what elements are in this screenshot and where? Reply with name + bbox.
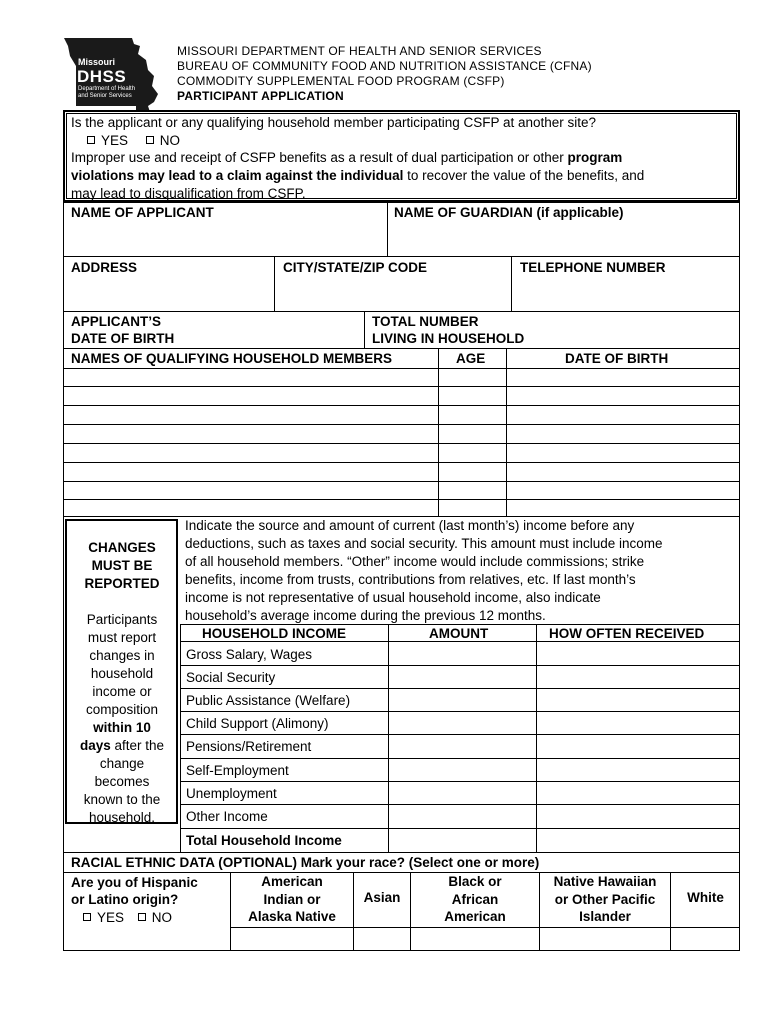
changes-title3: REPORTED: [84, 576, 160, 591]
changes-body-3: household: [90, 666, 154, 681]
changes-bold2: days: [79, 738, 111, 753]
changes-tail-0: change: [99, 756, 145, 771]
dual-question: Is the applicant or any qualifying household member participating CSFP at another site?: [71, 115, 597, 130]
member-row-7[interactable]: [63, 499, 740, 500]
members-col-names: NAMES OF QUALIFYING HOUSEHOLD MEMBERS: [71, 351, 393, 366]
changes-title2: MUST BE: [91, 558, 153, 573]
income-row-pensions: Pensions/Retirement: [186, 739, 312, 754]
hispanic-question-1: Are you of Hispanic: [71, 875, 198, 890]
form-title: PARTICIPANT APPLICATION: [177, 89, 344, 103]
race-native-hawaiian[interactable]: [540, 873, 670, 926]
race-white[interactable]: [671, 890, 740, 905]
income-row-other: Other Income: [186, 809, 268, 824]
amind-line2: Indian or: [263, 891, 321, 907]
amind-line3: Alaska Native: [248, 909, 336, 924]
name-of-guardian-label: NAME OF GUARDIAN (if applicable): [394, 205, 624, 220]
race-american-indian[interactable]: [231, 873, 353, 926]
hispanic-question-2: or Latino origin?: [71, 892, 179, 907]
members-col-age: AGE: [456, 351, 486, 366]
hispanic-options: [79, 909, 172, 926]
total-household-label1: TOTAL NUMBER: [372, 314, 479, 329]
hispanic-no-checkbox[interactable]: [138, 913, 146, 921]
income-row-gross: Gross Salary, Wages: [186, 647, 313, 662]
total-household-label2: LIVING IN HOUSEHOLD: [372, 331, 525, 346]
income-row-public-assistance: Public Assistance (Welfare): [186, 693, 351, 708]
instr-5: household’s average income during the previous 12 months.: [185, 608, 546, 623]
instr-3: benefits, income from trusts, contributions from relatives, etc. If last month’s: [185, 572, 636, 587]
dual-no-label: NO: [159, 133, 181, 148]
race-asian[interactable]: [354, 890, 410, 905]
white-label: White: [687, 890, 724, 905]
hispanic-yes-checkbox[interactable]: [83, 913, 91, 921]
warn1-bold: program: [567, 150, 623, 165]
dual-warning-line3: may lead to disqualification from CSFP.: [71, 186, 306, 201]
dual-warning-line2: [71, 167, 644, 184]
warn2-text: to recover the value of the benefits, and: [403, 168, 645, 183]
warn2-bold: violations may lead to a claim against the individual: [71, 168, 404, 183]
instr-1: deductions, such as taxes and social security. This amount must include income: [185, 536, 663, 551]
dual-yes-checkbox[interactable]: [87, 136, 95, 144]
header-line3: COMMODITY SUPPLEMENTAL FOOD PROGRAM (CSFP): [177, 74, 505, 88]
black-line3: American: [444, 909, 506, 924]
dual-no-checkbox[interactable]: [146, 136, 154, 144]
hawaiian-line2: or Other Pacific: [554, 891, 656, 907]
income-col-often: HOW OFTEN RECEIVED: [549, 626, 705, 641]
telephone-label: TELEPHONE NUMBER: [520, 260, 666, 275]
changes-bold2-line: [67, 737, 177, 755]
member-row-5[interactable]: [63, 462, 740, 463]
dual-options: [83, 132, 180, 149]
logo-line2: and Senior Services: [78, 93, 132, 99]
changes-tail-1: becomes: [94, 774, 150, 789]
dual-warning-line1: [71, 149, 622, 166]
applicant-dob-label2: DATE OF BIRTH: [71, 331, 175, 346]
household-members-table: [63, 348, 740, 517]
changes-tail-2: known to the: [83, 792, 161, 807]
race-title: RACIAL ETHNIC DATA (OPTIONAL) Mark your race? (Select one or more): [71, 855, 540, 870]
members-col-dob: DATE OF BIRTH: [565, 351, 669, 366]
header-line1: MISSOURI DEPARTMENT OF HEALTH AND SENIOR SERVICES: [177, 44, 542, 58]
changes-body-4: income or: [92, 684, 152, 699]
address-label: ADDRESS: [71, 260, 138, 275]
applicant-dob-label1: APPLICANT’S: [71, 314, 162, 329]
member-row-6[interactable]: [63, 481, 740, 482]
black-line1: Black or: [448, 874, 502, 889]
city-state-zip-label: CITY/STATE/ZIP CODE: [283, 260, 428, 275]
changes-tail-3: household.: [88, 810, 156, 825]
asian-label: Asian: [363, 890, 401, 905]
changes-after: after the: [110, 738, 165, 753]
changes-body-0: Participants: [86, 612, 158, 627]
hawaiian-line3: Islander: [579, 909, 631, 924]
logo-line1: Department of Health: [78, 86, 136, 92]
instr-0: Indicate the source and amount of current (last month’s) income before any: [185, 518, 635, 533]
logo-main-text: DHSS: [77, 67, 127, 86]
changes-body-2: changes in: [89, 648, 155, 663]
income-col-amount: AMOUNT: [429, 626, 489, 641]
missouri-dhss-logo: [62, 36, 162, 114]
instr-2: of all household members. “Other” income would include commissions; strike: [185, 554, 645, 569]
amind-line1: American: [261, 874, 323, 889]
black-line2: African: [451, 891, 499, 907]
warn1-text: Improper use and receipt of CSFP benefits as a result of dual participation or other: [71, 150, 568, 165]
form-header: [177, 44, 592, 104]
name-of-applicant-label: NAME OF APPLICANT: [71, 205, 214, 220]
dual-yes-label: YES: [101, 133, 129, 148]
changes-title1: CHANGES: [88, 540, 156, 555]
income-row-self-employment: Self-Employment: [186, 763, 289, 778]
changes-body-5: composition: [85, 702, 159, 717]
member-row-3[interactable]: [63, 424, 740, 425]
instr-4: income is not representative of usual household income, also indicate: [185, 590, 601, 605]
income-instructions: [185, 517, 663, 625]
income-row-unemployment: Unemployment: [186, 786, 277, 801]
member-row-2[interactable]: [63, 405, 740, 406]
hispanic-yes-label: YES: [97, 910, 125, 925]
hawaiian-line1: Native Hawaiian: [553, 874, 657, 889]
changes-notice: [67, 539, 177, 827]
changes-body-1: must report: [87, 630, 157, 645]
changes-bold1: within 10: [93, 720, 151, 735]
income-col-source: HOUSEHOLD INCOME: [202, 626, 347, 641]
member-row-1[interactable]: [63, 386, 740, 387]
income-row-child-support: Child Support (Alimony): [186, 716, 329, 731]
logo-top-text: Missouri: [78, 57, 116, 67]
income-row-total: Total Household Income: [186, 833, 342, 848]
race-black[interactable]: [411, 873, 539, 926]
header-line2: BUREAU OF COMMUNITY FOOD AND NUTRITION ASSISTANCE (CFNA): [177, 59, 592, 73]
member-row-4[interactable]: [63, 443, 740, 444]
income-row-social-security: Social Security: [186, 670, 276, 685]
hispanic-no-label: NO: [151, 910, 173, 925]
